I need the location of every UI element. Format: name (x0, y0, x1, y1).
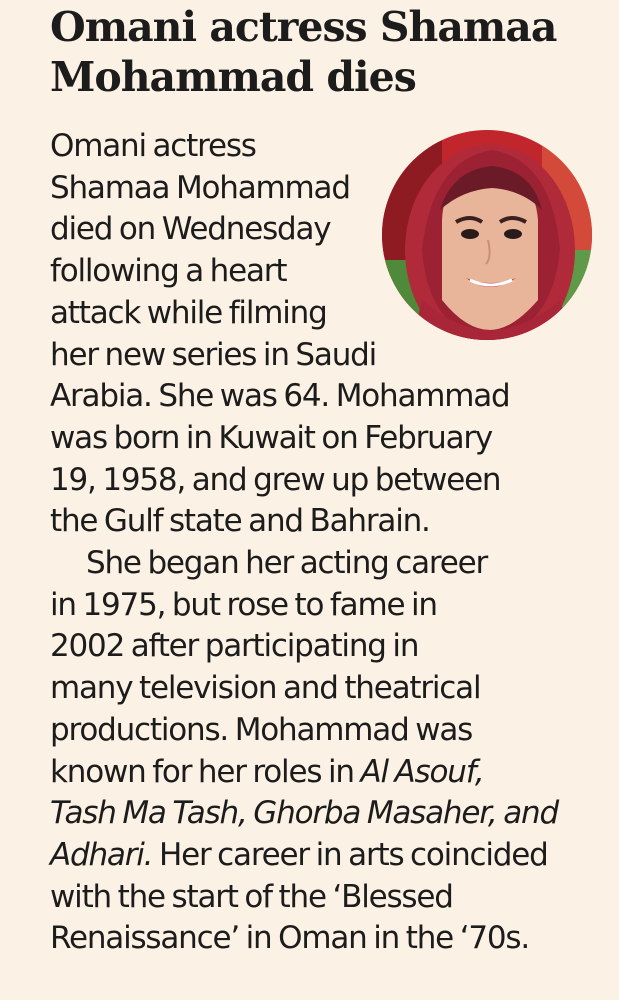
text-line (50, 752, 595, 794)
text-line: Omani actress (50, 128, 256, 164)
text-line: Renaissance’ in Oman in the ‘70s. (50, 920, 530, 957)
text-line: She began her acting career (86, 545, 488, 582)
article (50, 0, 595, 102)
title-italic-line: Tash Ma Tash, Ghorba Masaher, and (50, 795, 558, 832)
article-body (50, 126, 595, 960)
text-line: died on Wednesday (50, 211, 331, 248)
paragraph-1 (50, 126, 595, 543)
text-line: Arabia. She was 64. Mohammad (50, 378, 510, 415)
title-italic: Adhari. (50, 836, 153, 873)
text-plain: known for her roles in (50, 753, 361, 790)
text-plain: Her career in arts coincided (152, 836, 548, 873)
text-line: 2002 after participating in (50, 628, 419, 665)
text-line: attack while filming (50, 294, 327, 331)
text-line: in 1975, but rose to fame in (50, 586, 437, 623)
text-line: with the start of the ‘Blessed (50, 878, 453, 915)
text-line (50, 835, 595, 877)
title-italic: Al Asouf, (360, 753, 484, 790)
headline (50, 0, 595, 102)
text-line: following a heart (50, 253, 287, 290)
text-line: the Gulf state and Bahrain. (50, 503, 430, 540)
text-line: many television and theatrical (50, 670, 481, 707)
text-line: Shamaa Mohammad (50, 169, 350, 206)
headline-line-2: Mohammad dies (50, 53, 416, 101)
text-line: productions. Mohammad was (50, 711, 473, 748)
paragraph-2 (50, 543, 595, 960)
text-line: her new series in Saudi (50, 336, 377, 373)
text-line: 19, 1958, and grew up between (50, 461, 501, 498)
headline-line-1: Omani actress Shamaa (50, 3, 557, 51)
text-line: was born in Kuwait on February (50, 419, 493, 456)
